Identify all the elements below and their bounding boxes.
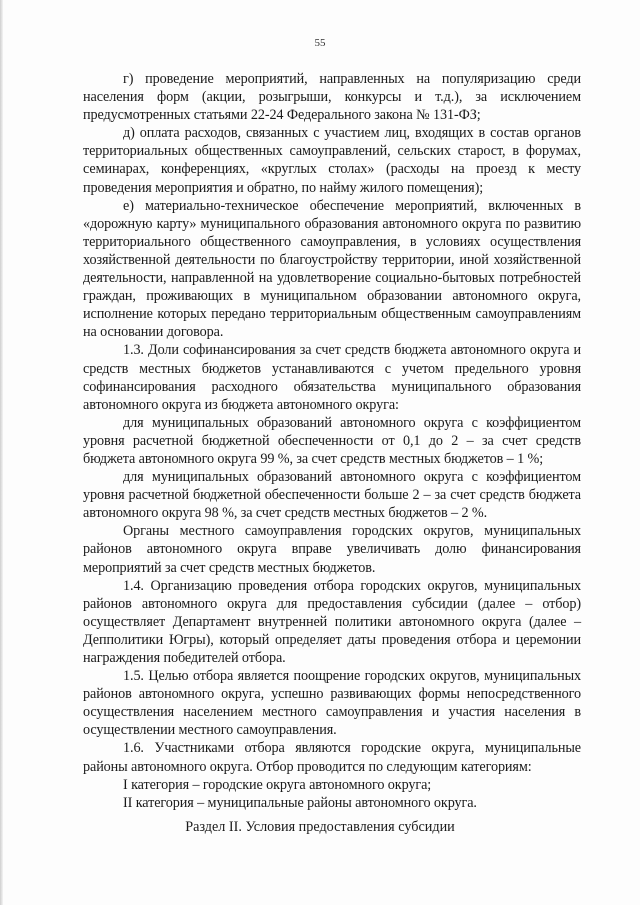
paragraph-1-3: 1.3. Доли софинансирования за счет средств бюджета автономного округа и средств местных бюджетов устанавливаются с учетом предельного уровня софинансирования расходного обязательства муниципального образования автономного округа из бюджета автономного округа: bbox=[83, 342, 581, 413]
paragraph-d: д) оплата расходов, связанных с участием лиц, входящих в состав органов территориальных общественных самоуправлений, сельских старост, в форумах, семинарах, конференциях, «круглых столах» (расходы на проезд к месту проведения мероприятия и обратно, по найму жилого помещения); bbox=[83, 125, 581, 196]
paragraph-e: е) материально-техническое обеспечение мероприятий, включенных в «дорожную карту» муниципального образования автономного округа по развитию территориального общественного самоуправления, в условиях осуществления хозяйственной деятельности по благоустройству территории, иной хозяйственной деятельности, направленной на удовлетворение социально-бытовых потребностей граждан, проживающих в муниципальном образовании автономного округа, исполнение которых передано территориальным общественным самоуправлениям на основании договора. bbox=[83, 197, 581, 341]
paragraph-1-6: 1.6. Участниками отбора являются городские округа, муниципальные районы автономного округа. Отбор проводится по следующим категориям: bbox=[83, 740, 581, 775]
paragraph-cofinancing-1: для муниципальных образований автономного округа с коэффициентом уровня расчетной бюджетной обеспеченности от 0,1 до 2 – за счет средств бюджета автономного округа 99 %, за счет средств местных бюджетов – 1 %; bbox=[83, 414, 581, 467]
paragraph-category-1: I категория – городские округа автономного округа; bbox=[123, 776, 432, 793]
section-heading: Раздел II. Условия предоставления субсидии bbox=[185, 819, 455, 835]
paragraph-category-2: II категория – муниципальные районы автономного округа. bbox=[123, 794, 477, 811]
page-number: 55 bbox=[314, 37, 326, 49]
scan-edge bbox=[0, 0, 3, 905]
paragraph-1-4: 1.4. Организацию проведения отбора городских округов, муниципальных районов автономного округа для предоставления субсидии (далее – отбор) осуществляет Департамент внутренней политики автономного округа (далее – Депполитики Югры), который определяет даты проведения отбора и церемонии награждения победителей отбора. bbox=[83, 577, 581, 666]
paragraph-1-5: 1.5. Целью отбора является поощрение городских округов, муниципальных районов автономного округа, успешно развивающих формы непосредственного осуществления населением местного самоуправления и участия населения в осуществлении местного самоуправления. bbox=[83, 668, 581, 739]
paragraph-g: г) проведение мероприятий, направленных на популяризацию среди населения форм (акции, розыгрыши, конкурсы и т.д.), за исключением предусмотренных статьями 22-24 Федерального закона № 131-ФЗ; bbox=[83, 71, 581, 124]
paragraph-local-authorities: Органы местного самоуправления городских округов, муниципальных районов автономного округа вправе увеличивать долю финансирования мероприятий за счет средств местных бюджетов. bbox=[83, 523, 581, 576]
document-body bbox=[83, 70, 581, 812]
paragraph-cofinancing-2: для муниципальных образований автономного округа с коэффициентом уровня расчетной бюджетной обеспеченности больше 2 – за счет средств бюджета автономного округа 98 %, за счет средств местных бюджетов – 2 %. bbox=[83, 469, 581, 522]
